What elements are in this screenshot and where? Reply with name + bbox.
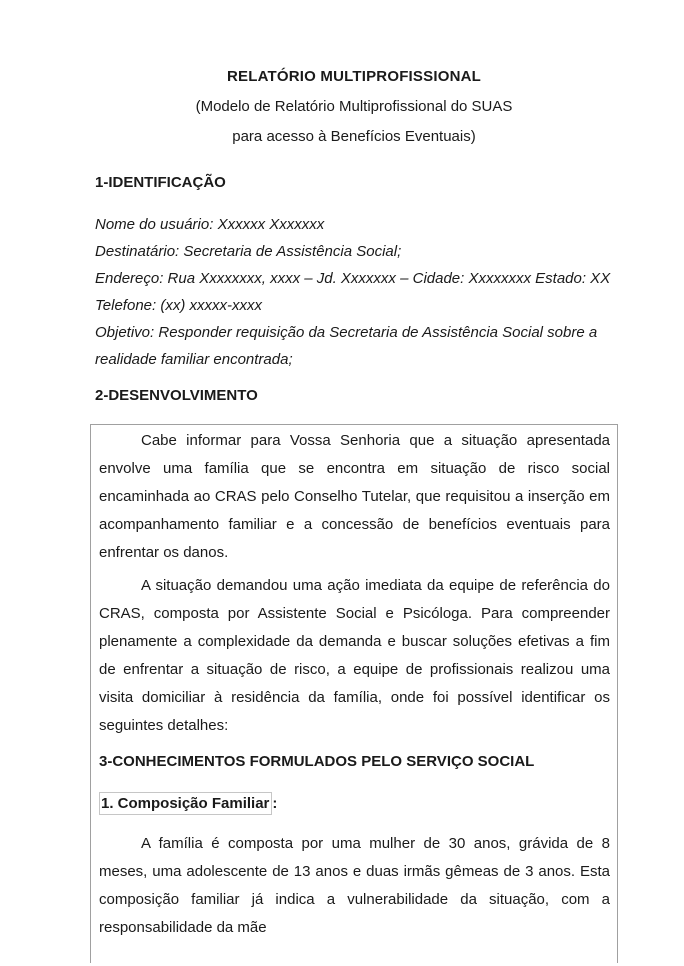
field-destinatario: Destinatário: Secretaria de Assistência Social; [95, 243, 402, 260]
document-title: RELATÓRIO MULTIPROFISSIONAL [227, 68, 481, 85]
field-objetivo: Objetivo: Responder requisição da Secretaria de Assistência Social sobre a realidade familiar encontrada; [95, 324, 598, 368]
development-paragraph-2: A situação demandou uma ação imediata da equipe de referência do CRAS, composta por Assistente Social e Psicóloga. Para compreender plenamente a complexidade da demanda e buscar soluções efetivas a fim de enfrentar a situação de risco, a equipe de profissionais realizou uma visita domiciliar à residência da família, onde foi possível identificar os seguintes detalhes: [99, 577, 610, 734]
subsection-heading-composicao-familiar: 1. Composição Familiar [99, 792, 272, 815]
composicao-familiar-paragraph: A família é composta por uma mulher de 30 anos, grávida de 8 meses, uma adolescente de 13 anos e duas irmãs gêmeas de 3 anos. Esta composição familiar já indica a vulnerabilidade da situação, com a responsabilidade da mãe [99, 835, 610, 936]
development-paragraph-1: Cabe informar para Vossa Senhoria que a situação apresentada envolve uma família que se encontra em situação de risco social encaminhada ao CRAS pelo Conselho Tutelar, que requisitou a inserção em acompanhamento familiar e a concessão de benefícios eventuais para enfrentar os danos. [99, 432, 610, 561]
document-content [90, 0, 618, 963]
field-endereco: Endereço: Rua Xxxxxxxx, xxxx – Jd. Xxxxxxx – Cidade: Xxxxxxxx Estado: XX [95, 270, 611, 287]
development-text-box [90, 424, 618, 963]
field-nome-usuario: Nome do usuário: Xxxxxx Xxxxxxx [95, 216, 325, 233]
section-1-heading: 1-IDENTIFICAÇÃO [95, 174, 226, 191]
section-3-heading: 3-CONHECIMENTOS FORMULADOS PELO SERVIÇO SOCIAL [99, 753, 535, 770]
document-subtitle-line2: para acesso à Benefícios Eventuais) [232, 128, 476, 145]
document-subtitle-line1: (Modelo de Relatório Multiprofissional do SUAS [195, 98, 513, 115]
subsection-heading-colon: : [272, 795, 278, 812]
title-block [90, 62, 618, 152]
identification-block [90, 211, 618, 373]
field-telefone: Telefone: (xx) xxxxx-xxxx [95, 297, 262, 314]
subsection-heading-row [99, 790, 610, 818]
section-2-heading: 2-DESENVOLVIMENTO [95, 387, 258, 404]
